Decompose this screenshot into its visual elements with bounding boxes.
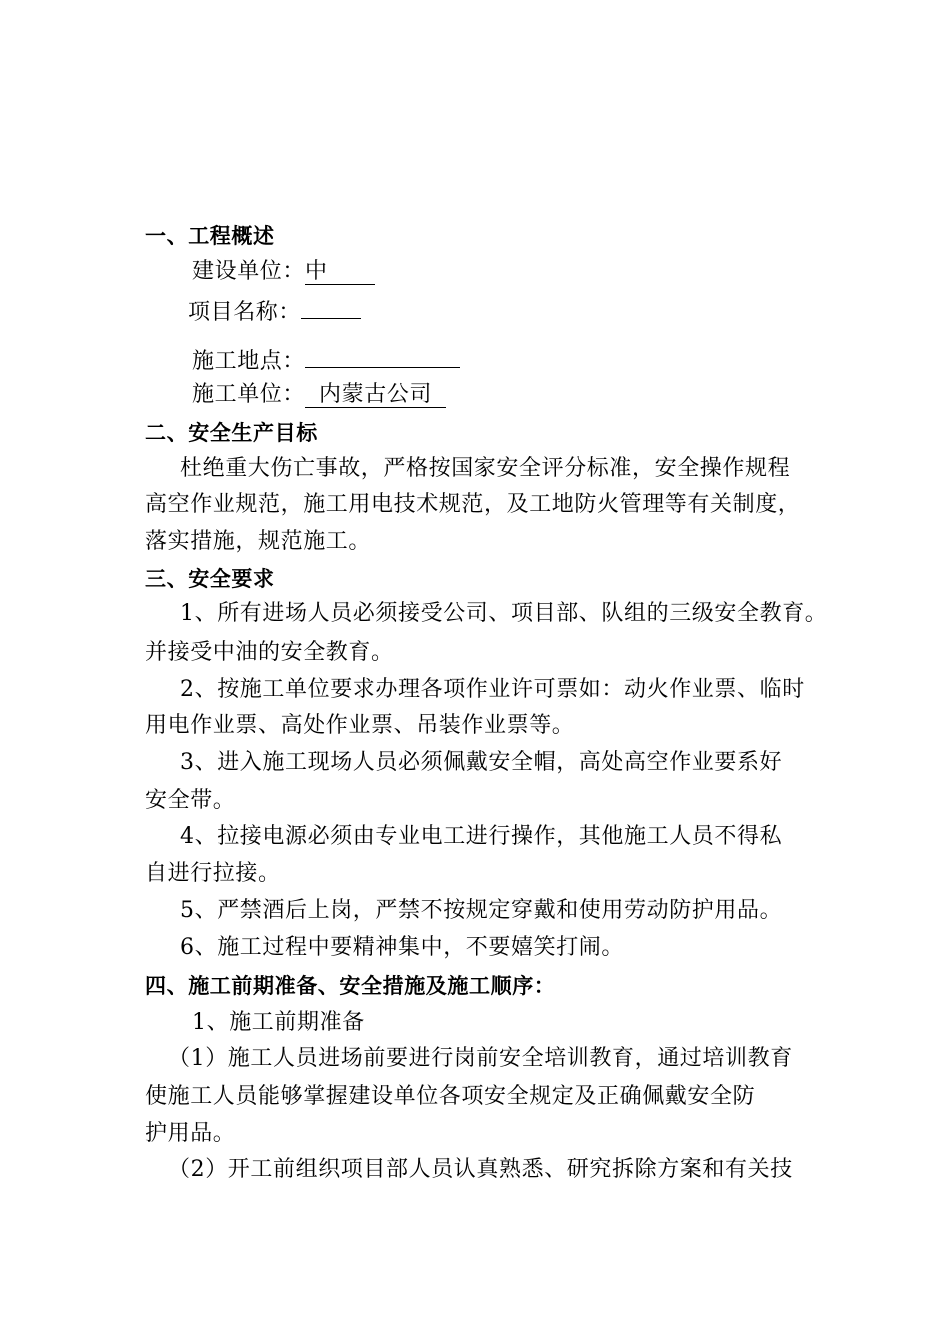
requirement-line: 安全带。: [145, 788, 236, 813]
project-value: [301, 294, 361, 319]
paragraph-line: 杜绝重大伤亡事故，严格按国家安全评分标准，安全操作规程: [180, 456, 791, 481]
section4-heading: 四、施工前期准备、安全措施及施工顺序：: [145, 974, 556, 998]
requirement-line: 2、按施工单位要求办理各项作业许可票如：动火作业票、临时: [180, 677, 805, 702]
subheading: 1、施工前期准备: [192, 1010, 365, 1035]
site-row: [192, 343, 460, 377]
contractor-value: 内蒙古公司: [305, 383, 446, 408]
paragraph-line: 高空作业规范，施工用电技术规范，及工地防火管理等有关制度，: [145, 492, 801, 517]
site-value: [305, 343, 460, 368]
requirement-line: 用电作业票、高处作业票、吊装作业票等。: [145, 713, 575, 738]
owner-value: 中: [305, 260, 375, 285]
requirement-line: 4、拉接电源必须由专业电工进行操作，其他施工人员不得私: [180, 824, 783, 849]
section2-heading: 二、安全生产目标: [145, 421, 318, 445]
owner-row: [192, 257, 375, 287]
requirement-line: 自进行拉接。: [145, 861, 281, 886]
section1-heading: 一、工程概述: [145, 224, 275, 248]
paragraph-line: 护用品。: [145, 1121, 236, 1146]
paragraph-line: （2）开工前组织项目部人员认真熟悉、研究拆除方案和有关技: [168, 1157, 793, 1182]
paragraph-line: 使施工人员能够掌握建设单位各项安全规定及正确佩戴安全防: [145, 1084, 756, 1109]
contractor-row: [192, 380, 446, 410]
project-label: 项目名称：: [188, 300, 302, 325]
requirement-line: 1、所有进场人员必须接受公司、项目部、队组的三级安全教育。: [180, 601, 828, 626]
paragraph-line: 落实措施，规范施工。: [145, 529, 372, 554]
requirement-line: 6、施工过程中要精神集中，不要嬉笑打闹。: [180, 935, 624, 960]
requirement-line: 并接受中油的安全教育。: [145, 640, 394, 665]
project-row: [188, 294, 361, 328]
requirement-line: 3、进入施工现场人员必须佩戴安全帽，高处高空作业要系好: [180, 750, 783, 775]
paragraph-line: （1）施工人员进场前要进行岗前安全培训教育，通过培训教育: [168, 1046, 793, 1071]
requirement-line: 5、严禁酒后上岗，严禁不按规定穿戴和使用劳动防护用品。: [180, 898, 783, 923]
owner-label: 建设单位：: [192, 259, 306, 284]
section3-heading: 三、安全要求: [145, 567, 275, 591]
site-label: 施工地点：: [192, 349, 306, 374]
contractor-label: 施工单位：: [192, 382, 306, 407]
